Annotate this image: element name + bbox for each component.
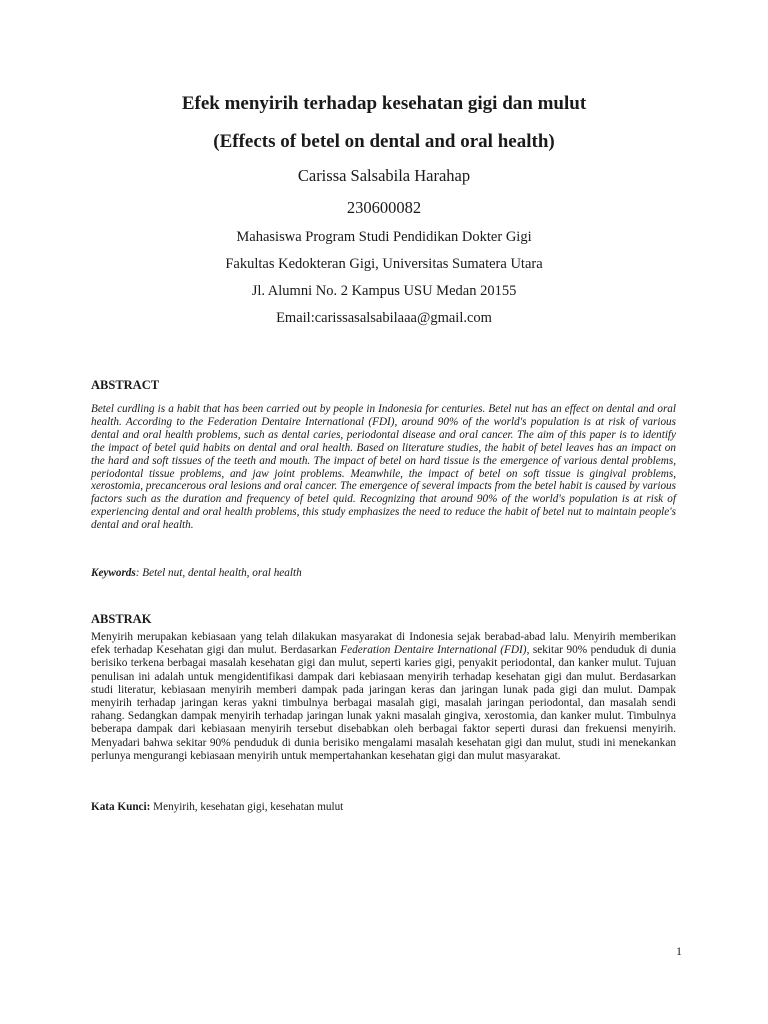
abstrak-body <box>91 631 676 763</box>
abstrak-fdi-name: Federation Dentaire International (FDI) <box>340 644 527 657</box>
abstrak-text-part-2: , sekitar 90% penduduk di dunia berisiko terkena berbagai masalah kesehatan gigi dan mulut, seperti karies gigi, penyakit periodontal, dan kanker mulut. Tujuan penulisan ini adalah untuk mengidentifikasi dampak dari kebiasaan menyirih terhadap kesehatan gigi dan mulut. Berdasarkan studi literatur, kebiasaan menyirih memberi dampak pada jaringan keras dan jaringan lunak pada gigi dan mulut. Dampak menyirih terhadap jaringan keras yakni timbulnya berbagai masalah gigi, masalah jaringan periodontal, dan masalah sendi rahang. Sedangkan dampak menyirih terhadap jaringan lunak yakni masalah gingiva, xerostomia, dan kanker mulut. Timbulnya beberapa dampak dari kebiasaan menyirih tersebut disebabkan oleh berbagai faktor seperti durasi dan frekuensi menyirih. Menyadari bahwa sekitar 90% penduduk di dunia berisiko mengalami masalah kesehatan gigi dan mulut, studi ini menekankan perlunya mengurangi kebiasaan menyirih untuk mempertahankan kesehatan gigi dan mulut masyarakat. <box>91 644 677 762</box>
paper-title-english: (Effects of betel on dental and oral health) <box>213 131 555 152</box>
paper-title: Efek menyirih terhadap kesehatan gigi dan mulut <box>181 93 587 114</box>
page-number: 1 <box>676 944 682 958</box>
affiliation-faculty: Fakultas Kedokteran Gigi, Universitas Sumatera Utara <box>225 256 543 272</box>
affiliation-program: Mahasiswa Program Studi Pendidikan Dokter Gigi <box>236 229 532 245</box>
author-name: Carissa Salsabila Harahap <box>297 166 471 185</box>
kata-kunci-label: Kata Kunci: <box>91 801 151 813</box>
keywords-label: Keywords <box>91 567 136 579</box>
student-id: 230600082 <box>346 198 422 217</box>
abstract-heading: ABSTRACT <box>91 378 160 392</box>
abstrak-text-part-1: Menyirih merupakan kebiasaan yang telah dilakukan masyarakat di Indonesia sejak berabad-abad lalu. Menyirih memberikan efek terhadap Kesehatan gigi dan mulut. Berdasarkan <box>91 631 676 657</box>
abstrak-heading: ABSTRAK <box>91 612 152 626</box>
abstract-keywords <box>91 567 676 580</box>
abstrak-keywords <box>91 801 676 814</box>
kata-kunci-list: Menyirih, kesehatan gigi, kesehatan mulut <box>150 801 344 813</box>
keywords-list: : Betel nut, dental health, oral health <box>135 567 302 579</box>
affiliation-address: Jl. Alumni No. 2 Kampus USU Medan 20155 <box>251 283 517 299</box>
abstract-body: Betel curdling is a habit that has been carried out by people in Indonesia for centuries. Betel nut has an effect on dental and oral health. According to the Federation Dentaire International (FDI), around 90% of the world's population is at risk of various dental and oral health problems, such as dental caries, periodontal disease and oral cancer. The aim of this paper is to identify the impact of betel quid habits on dental and oral health. Based on literature studies, the habit of betel leaves has an impact on the hard and soft tissues of the teeth and mouth. The impact of betel on hard tissue is the emergence of various dental problems, periodontal tissue problems, and jaw joint problems. Meanwhile, the impact of betel on soft tissue is gingival problems, xerostomia, precancerous oral lesions and oral cancer. The emergence of several impacts from the betel habit is caused by various factors such as the duration and frequency of betel quid. Recognizing that around 90% of the world's population is at risk of experiencing dental and oral health problems, this study emphasizes the need to reduce the habit of betel nut to maintain people's dental and oral health. <box>91 403 676 532</box>
author-email: Email:carissasalsabilaaa@gmail.com <box>276 310 492 326</box>
